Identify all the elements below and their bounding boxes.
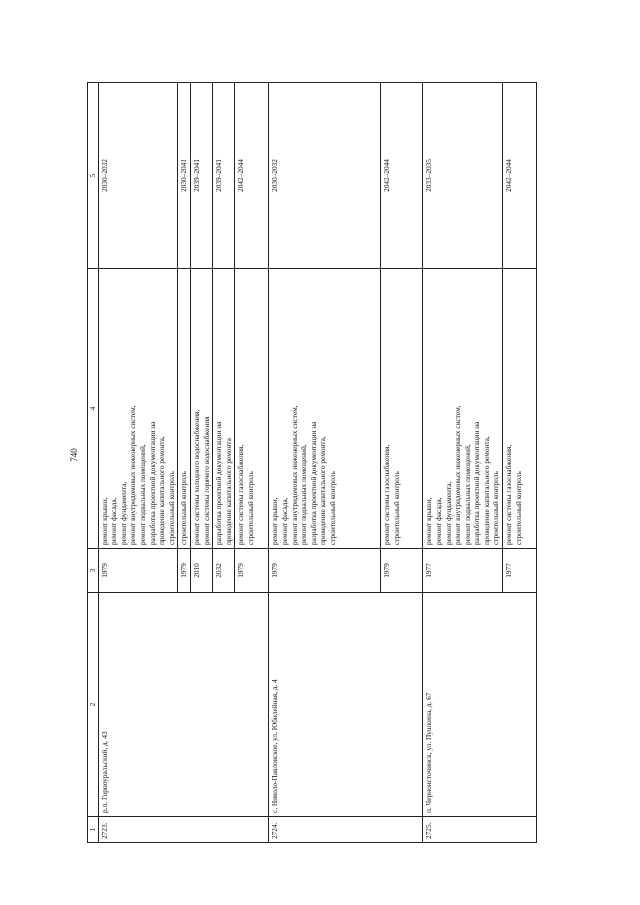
work-item: строительный контроль	[327, 471, 337, 545]
work-item: строительный контроль	[491, 471, 501, 545]
building-address: р.п. Горноуральский, д. 43	[98, 593, 269, 817]
year-cell: 1979	[269, 549, 381, 593]
year-cell: 1979	[381, 549, 423, 593]
column-header: 4	[88, 269, 99, 549]
work-item: ремонт подвальных помещений,	[137, 444, 147, 545]
work-item: ремонт крыши,	[99, 497, 109, 545]
work-item: разработка проектной документации на	[147, 421, 157, 545]
period-cell: 2042–2044	[503, 83, 537, 269]
header-row	[88, 83, 99, 843]
work-item: ремонт подвальных помещений,	[299, 444, 309, 545]
period-cell: 2039–2041	[190, 83, 212, 269]
year-cell: 1979	[178, 549, 191, 593]
year-cell: 1979	[235, 549, 269, 593]
works-cell	[178, 269, 191, 549]
row-number: 2723.	[98, 817, 269, 843]
work-item: ремонт фундамента,	[443, 481, 453, 545]
capital-repair-table	[87, 82, 537, 843]
page-number: 740	[68, 448, 79, 462]
work-item: проведение капитального ремонта	[223, 438, 233, 545]
period-cell: 2030–2032	[269, 83, 381, 269]
work-item: разработка проектной документации на	[308, 421, 318, 545]
building-address: с. Николо-Павловское, ул. Юбилейная, д. 4	[269, 593, 423, 817]
work-item: ремонт внутридомовых инженерных систем,	[128, 405, 138, 545]
work-item: ремонт крыши,	[424, 497, 434, 545]
period-cell: 2030–2041	[178, 83, 191, 269]
work-item: разработка проектной документации на	[472, 421, 482, 545]
table-body	[98, 83, 536, 843]
works-cell	[213, 269, 235, 549]
period-cell: 2042–2044	[235, 83, 269, 269]
period-cell: 2030–2032	[98, 83, 178, 269]
year-cell: 2010	[190, 549, 212, 593]
table-row	[269, 83, 381, 843]
works-cell	[381, 269, 423, 549]
work-item: ремонт фасада,	[433, 497, 443, 545]
rotated-table-container	[87, 83, 523, 843]
table-row	[423, 83, 503, 843]
works-cell	[503, 269, 537, 549]
year-cell: 1977	[503, 549, 537, 593]
work-item: ремонт внутридомовых инженерных систем,	[453, 405, 463, 545]
work-item: ремонт системы газоснабжения,	[504, 444, 514, 545]
period-cell: 2033–2035	[423, 83, 503, 269]
row-number: 2725.	[423, 817, 537, 843]
work-item: ремонт системы газоснабжения,	[382, 444, 392, 545]
works-cell	[190, 269, 212, 549]
table-row	[98, 83, 178, 843]
work-item: проведение капитального ремонта,	[157, 436, 167, 545]
work-item: ремонт фундамента,	[118, 481, 128, 545]
work-item: ремонт подвальных помещений,	[462, 444, 472, 545]
work-item: строительный контроль	[166, 471, 176, 545]
work-item: строительный контроль	[179, 471, 189, 545]
work-item: ремонт системы холодного водоснабжения,	[191, 409, 201, 545]
work-item: разработка проектной документации на	[214, 421, 224, 545]
column-header: 3	[88, 549, 99, 593]
year-cell: 1979	[98, 549, 178, 593]
work-item: проведение капитального ремонта,	[481, 436, 491, 545]
works-cell	[423, 269, 503, 549]
work-item: ремонт внутридомовых инженерных систем,	[289, 405, 299, 545]
row-number: 2724.	[269, 817, 423, 843]
work-item: ремонт системы горячего водоснабжения	[201, 416, 211, 545]
period-cell: 2039–2041	[213, 83, 235, 269]
year-cell: 2032	[213, 549, 235, 593]
works-cell	[235, 269, 269, 549]
work-item: проведение капитального ремонта,	[318, 436, 328, 545]
works-cell	[269, 269, 381, 549]
column-header: 2	[88, 593, 99, 817]
work-item: ремонт фасада,	[109, 497, 119, 545]
work-item: ремонт крыши,	[270, 497, 280, 545]
building-address: п. Черноисточинск, ул. Пушкина, д. 67	[423, 593, 537, 817]
works-cell	[98, 269, 178, 549]
period-cell: 2042–2044	[381, 83, 423, 269]
work-item: ремонт системы газоснабжения,	[236, 444, 246, 545]
work-item: ремонт фасада,	[279, 497, 289, 545]
column-header: 1	[88, 817, 99, 843]
work-item: строительный контроль	[513, 471, 523, 545]
column-header: 5	[88, 83, 99, 269]
year-cell: 1977	[423, 549, 503, 593]
work-item: строительный контроль	[391, 471, 401, 545]
work-item: строительный контроль	[245, 471, 255, 545]
